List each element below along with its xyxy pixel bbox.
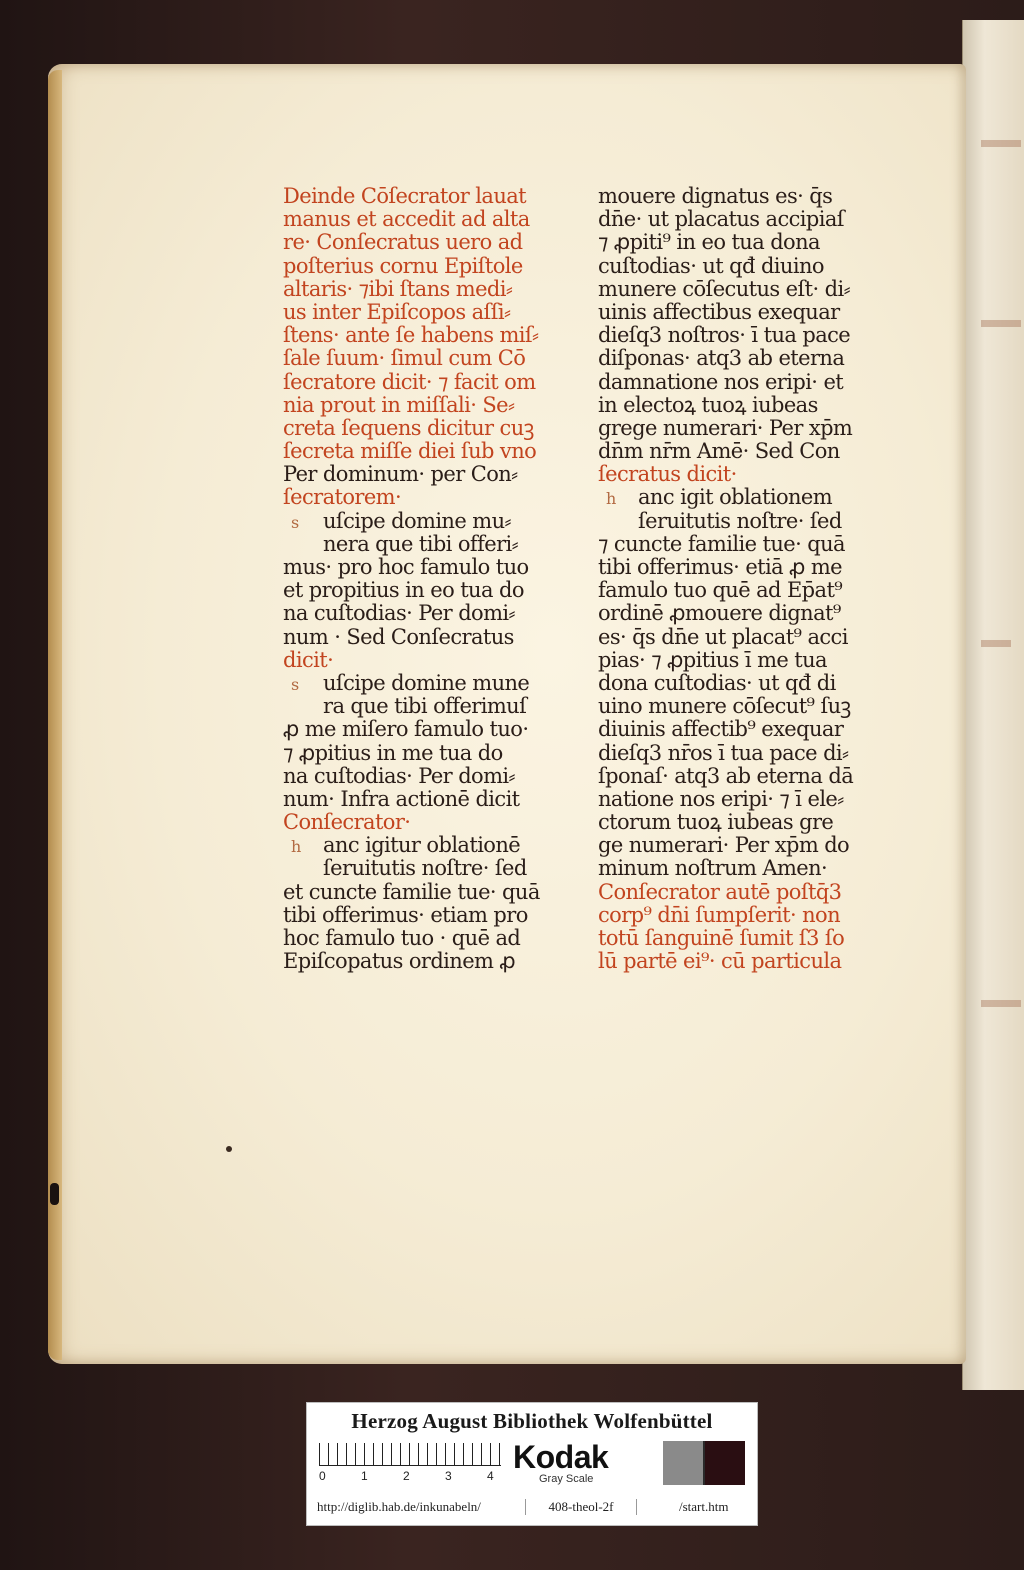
text-line <box>283 742 573 765</box>
text-line <box>598 231 888 254</box>
text-line <box>598 324 888 347</box>
text-line <box>283 510 573 533</box>
line-text: dona cuſtodias· ut qđ di <box>598 670 836 695</box>
text-line <box>598 950 888 973</box>
text-line <box>283 371 573 394</box>
line-text: Deinde Cōſecrator lauat <box>283 184 526 208</box>
text-line <box>283 463 573 486</box>
text-line <box>283 486 573 509</box>
text-line <box>283 208 573 231</box>
text-line <box>283 904 573 927</box>
text-line <box>283 626 573 649</box>
text-line <box>283 324 573 347</box>
text-line <box>598 579 888 602</box>
page-gutter <box>48 70 62 1360</box>
line-text: dieſq3 noſtros· ī tua pace <box>598 323 851 348</box>
binding-clasp-mark <box>50 1183 59 1205</box>
line-text: ſecratorem· <box>283 485 402 510</box>
shelfmark: 408-theol-2f <box>525 1499 637 1515</box>
line-text: manus et accedit ad alta <box>283 207 530 232</box>
text-line <box>598 185 888 208</box>
line-text: Per dominum· per Con⸗ <box>283 462 518 487</box>
line-text: dicit· <box>283 647 334 672</box>
line-text: ꝓ me miſero famulo tuo· <box>283 717 529 742</box>
right-text-column <box>598 185 888 973</box>
text-line <box>598 788 888 811</box>
text-line <box>283 394 573 417</box>
text-line <box>598 278 888 301</box>
line-text: ſecratore dicit· ⁊ facit om <box>283 369 536 394</box>
line-text: anc igit oblationem <box>638 485 833 510</box>
line-text: uſcipe domine mu⸗ <box>323 508 511 533</box>
line-text: ⁊ cuncte familie tue· quā <box>598 531 845 556</box>
text-line <box>283 718 573 741</box>
gray-swatch <box>705 1441 745 1485</box>
line-text: re· Conſecratus uero ad <box>283 230 523 255</box>
initial-guide-letter: h <box>291 837 301 857</box>
initial-guide-letter: s <box>291 674 299 694</box>
line-text: ſtens· ante ſe habens miſ⸗ <box>283 323 539 348</box>
line-text: minum noſtrum Amen· <box>598 856 828 881</box>
text-line <box>598 649 888 672</box>
text-line <box>283 649 573 672</box>
text-line <box>283 255 573 278</box>
text-line <box>283 811 573 834</box>
line-text: ctorum tuoꝝ iubeas gre <box>598 810 834 835</box>
text-line <box>283 347 573 370</box>
brand-logo: Kodak <box>513 1439 609 1475</box>
line-text: munere cōſecutus eſt· di⸗ <box>598 276 850 301</box>
library-url: http://diglib.hab.de/inkunabeln/ <box>317 1499 481 1514</box>
start-link: /start.htm <box>679 1499 729 1514</box>
text-line <box>598 857 888 880</box>
line-text: grege numerari· Per xp̄m <box>598 415 853 440</box>
text-line <box>283 950 573 973</box>
text-line <box>598 672 888 695</box>
line-text: hoc famulo tuo · quē ad <box>283 926 521 950</box>
scale-ruler <box>319 1443 501 1466</box>
initial-guide-letter: s <box>291 512 299 532</box>
text-line <box>598 394 888 417</box>
line-text: ſecreta miſſe diei ſub vno <box>283 439 537 464</box>
ruler-number: 3 <box>445 1469 452 1483</box>
color-target-card <box>306 1402 758 1526</box>
line-text: na cuſtodias· Per domi⸗ <box>283 763 515 788</box>
text-line <box>283 857 573 880</box>
line-text: ſeruitutis noſtre· ſed <box>638 508 842 533</box>
ruler-numbers <box>319 1469 509 1485</box>
line-text: ſponaſ· atq3 ab eterna dā <box>598 763 854 788</box>
line-text: totū ſanguinē ſumit ſ3 ſo <box>598 926 845 950</box>
line-text: poſterius cornu Epiſtole <box>283 253 523 278</box>
text-line <box>598 881 888 904</box>
line-text: ordinē ꝓmouere dignat⁹ <box>598 601 841 626</box>
line-text: ⁊ ꝓpiti⁹ in eo tua dona <box>598 230 820 255</box>
line-text: et propitius in eo tua do <box>283 578 524 603</box>
left-text-column <box>283 185 573 973</box>
text-line <box>283 579 573 602</box>
text-line <box>283 231 573 254</box>
ink-dot <box>226 1146 232 1152</box>
facing-page-edge <box>962 20 1024 1390</box>
text-line <box>598 347 888 370</box>
line-text: dieſq3 nr̄os ī tua pace di⸗ <box>598 740 849 765</box>
line-text: altaris· ⁊ibi ſtans medi⸗ <box>283 276 513 301</box>
text-line <box>283 301 573 324</box>
ruler-number: 1 <box>361 1469 368 1483</box>
text-line <box>283 765 573 788</box>
line-text: Conſecrator autē poſtq̄3 <box>598 879 842 904</box>
line-text: anc igitur oblationē <box>323 833 521 858</box>
line-text: in electoꝝ tuoꝝ iubeas <box>598 392 818 417</box>
text-line <box>283 927 573 950</box>
line-text: uino munere cōſecut⁹ ſuꝫ <box>598 694 851 719</box>
line-text: mus· pro hoc famulo tuo <box>283 555 529 579</box>
line-text: ⁊ ꝓpitius in me tua do <box>283 740 503 765</box>
initial-guide-letter: h <box>606 489 616 509</box>
line-text: dn̄e· ut placatus accipiaſ <box>598 207 844 232</box>
line-text: dn̄m nr̄m Amē· Sed Con <box>598 439 840 464</box>
line-text: tibi offerimus· etiā ꝓ me <box>598 555 842 579</box>
line-text: num · Sed Conſecratus <box>283 624 514 649</box>
line-text: cuſtodias· ut qđ diuino <box>598 253 824 278</box>
line-text: num· Infra actionē dicit <box>283 786 520 811</box>
institution-name: Herzog August Bibliothek Wolfenbüttel <box>351 1409 713 1433</box>
line-text: corp⁹ dn̄i ſumpſerit· non <box>598 902 841 927</box>
text-line <box>598 440 888 463</box>
text-line <box>598 602 888 625</box>
text-line <box>598 510 888 533</box>
text-line <box>598 208 888 231</box>
line-text: us inter Epiſcopos aſſi⸗ <box>283 299 511 324</box>
line-text: tibi offerimus· etiam pro <box>283 902 528 927</box>
line-text: pias· ⁊ ꝓpitius ī me tua <box>598 647 827 672</box>
text-line <box>598 463 888 486</box>
text-line <box>283 602 573 625</box>
line-text: nera que tibi offeri⸗ <box>323 531 519 556</box>
text-line <box>598 927 888 950</box>
line-text: ſeruitutis noſtre· ſed <box>323 856 527 881</box>
text-line <box>598 765 888 788</box>
text-line <box>283 695 573 718</box>
text-line <box>598 695 888 718</box>
text-line <box>283 788 573 811</box>
line-text: diſponas· atq3 ab eterna <box>598 346 845 371</box>
line-text: Conſecrator· <box>283 810 411 835</box>
text-line <box>598 371 888 394</box>
line-text: ſecratus dicit· <box>598 462 737 487</box>
text-line <box>283 185 573 208</box>
text-line <box>598 904 888 927</box>
ruler-number: 0 <box>319 1469 326 1483</box>
text-line <box>598 533 888 556</box>
text-line <box>598 718 888 741</box>
line-text: na cuſtodias· Per domi⸗ <box>283 601 515 626</box>
line-text: diuinis affectib⁹ exequar <box>598 717 844 742</box>
text-line <box>598 742 888 765</box>
line-text: mouere dignatus es· q̄s <box>598 184 833 208</box>
text-line <box>283 556 573 579</box>
text-line <box>283 533 573 556</box>
line-text: es· q̄s dn̄e ut placat⁹ acci <box>598 624 848 649</box>
line-text: uinis affectibus exequar <box>598 299 840 324</box>
text-line <box>598 255 888 278</box>
line-text: lū partē ei⁹· cū particula <box>598 949 842 974</box>
line-text: ra que tibi offerimuſ <box>323 694 527 719</box>
text-line <box>598 486 888 509</box>
line-text: natione nos eripi· ⁊ ī ele⸗ <box>598 786 844 811</box>
text-line <box>598 811 888 834</box>
text-line <box>283 440 573 463</box>
text-line <box>283 834 573 857</box>
line-text: Epiſcopatus ordinem ꝓ <box>283 949 516 974</box>
line-text: famulo tuo quē ad Ep̄at⁹ <box>598 578 843 603</box>
line-text: uſcipe domine mune <box>323 670 530 695</box>
ruler-number: 4 <box>487 1469 494 1483</box>
text-line <box>283 417 573 440</box>
text-line <box>283 672 573 695</box>
line-text: damnatione nos eripi· et <box>598 369 844 394</box>
line-text: ge numerari· Per xp̄m do <box>598 833 850 858</box>
text-line <box>598 301 888 324</box>
text-line <box>598 834 888 857</box>
line-text: creta ſequens dicitur cuꝫ <box>283 415 534 440</box>
text-line <box>598 556 888 579</box>
gray-swatch <box>663 1441 703 1485</box>
line-text: et cuncte familie tue· quā <box>283 879 540 904</box>
text-line <box>283 881 573 904</box>
text-line <box>598 626 888 649</box>
ruler-number: 2 <box>403 1469 410 1483</box>
text-line <box>598 417 888 440</box>
line-text: nia prout in miſſali· Se⸗ <box>283 392 515 417</box>
line-text: ſale ſuum· ſimul cum Cō <box>283 346 526 371</box>
text-line <box>283 278 573 301</box>
brand-subtitle: Gray Scale <box>539 1473 594 1485</box>
